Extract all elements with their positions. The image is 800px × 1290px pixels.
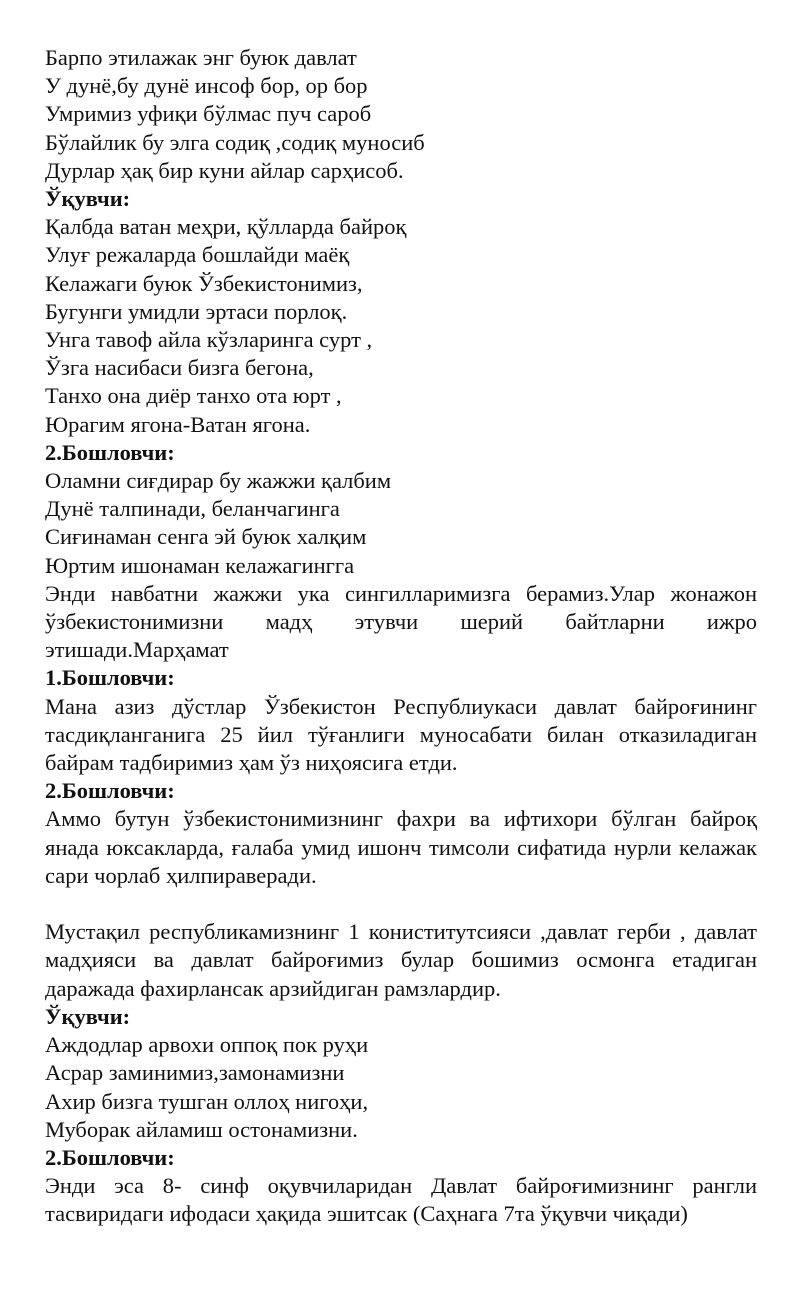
speaker-heading: Ўқувчи: [45,186,131,212]
poem-line: Келажаги буюк Ўзбекистонимиз, [45,270,363,296]
poem-line: Дунё талпинади, беланчагинга [45,496,340,522]
poem-line: Улуғ режаларда бошлайди маёқ [45,242,350,268]
speaker-heading: Ўқувчи: [45,1003,131,1029]
poem-line: Унга тавоф айла кўзларинга сурт , [45,327,373,353]
poem-line: Асрар заминимиз,замонамизни [45,1060,345,1086]
poem-line: Бугунги умидли эртаси порлоқ. [45,298,348,324]
poem-line: Бўлайлик бу элга содиқ ,содиқ муносиб [45,129,425,155]
poem-line: Сиғинаман сенга эй буюк халқим [45,524,367,550]
poem-line: Умримиз уфиқи бўлмас пуч сароб [45,101,372,127]
poem-line: Муборак айламиш остонамизни. [45,1116,358,1142]
blank-line [45,890,757,918]
speaker-heading: 2.Бошловчи: [45,778,175,804]
poem-line: Танхо она диёр танхо ота юрт , [45,383,342,409]
poem-line: Юрагим ягона-Ватан ягона. [45,411,311,437]
poem-line: Оламни сиғдирар бу жажжи қалбим [45,468,392,494]
prose-paragraph: Мана азиз дўстлар Ўзбекистон Республиукаси давлат байроғининг тасдиқланганига 25 йил тўғанлиги муносабати билан отказиладиган байрам тадбиримиз ҳам ўз ниҳоясига етди. [45,693,757,776]
speaker-heading: 2.Бошловчи: [45,439,175,465]
prose-paragraph: Мустақил республикамизнинг 1 кониститутсияси ,давлат герби , давлат мадҳияси ва давлат байроғимиз булар бошимиз осмонга етадиган даражада фахирлансак арзийдиган рамзлардир. [45,919,757,1001]
prose-paragraph: Энди эса 8- синф оқувчиларидан Давлат байроғимизнинг рангли тасвиридаги ифодаси ҳақида эшитсак (Саҳнага 7та ўқувчи чиқади) [45,1173,757,1227]
speaker-heading: 1.Бошловчи: [45,665,175,691]
poem-line: Дурлар ҳақ бир куни айлар сарҳисоб. [45,157,404,183]
poem-line: Юртим ишонаман келажагингга [45,552,355,578]
poem-line: У дунё,бу дунё инсоф бор, ор бор [45,73,368,99]
poem-line: Аждодлар арвохи оппоқ пок руҳи [45,1032,369,1058]
poem-line: Қалбда ватан меҳри, қўлларда байроқ [45,214,407,240]
prose-paragraph: Энди навбатни жажжи ука сингилларимизга берамиз.Улар жонажон ўзбекистонимизни мадҳ этувчи шерий байтларни ижро этишади.Марҳамат [45,580,757,663]
poem-line: Ўзга насибаси бизга бегона, [45,355,314,381]
poem-line: Барпо этилажак энг буюк давлат [45,45,357,70]
poem-line: Ахир бизга тушган оллоҳ нигоҳи, [45,1088,369,1114]
prose-paragraph: Аммо бутун ўзбекистонимизнинг фахри ва ифтихори бўлган байроқ янада юксакларда, ғалаба умид ишонч тимсоли сифатида нурли келажак сари чорлаб ҳилпираверади. [45,806,757,888]
document-page [45,44,757,1229]
speaker-heading: 2.Бошловчи: [45,1144,175,1170]
